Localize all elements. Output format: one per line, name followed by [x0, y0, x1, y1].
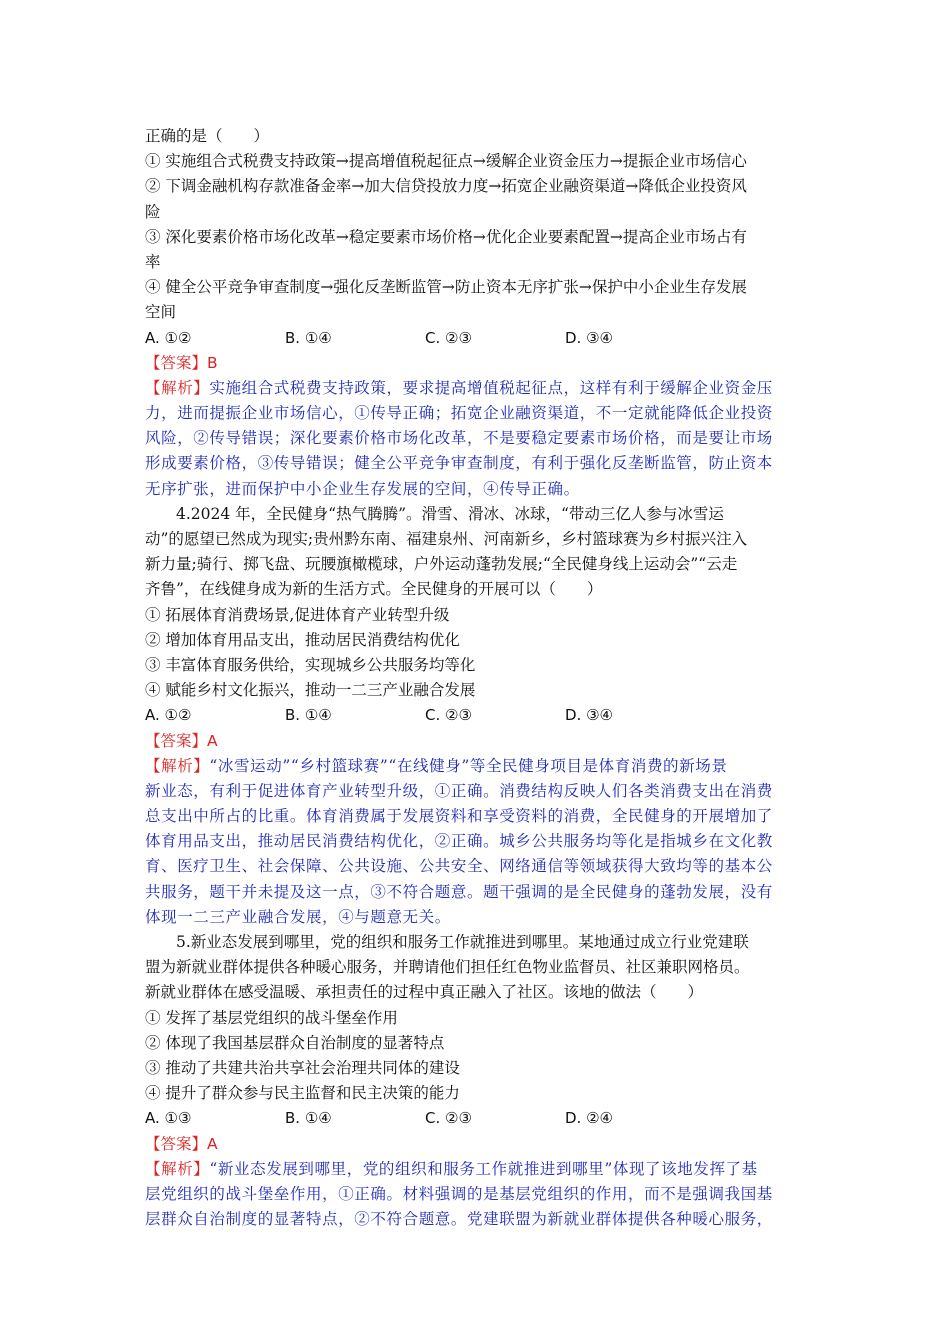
q3-item-3: ③ 深化要素价格市场化改革→稳定要素市场价格→优化企业要素配置→提高企业市场占有 [145, 227, 747, 246]
q4-stem-line-2: 动”的愿望已然成为现实;贵州黔东南、福建泉州、河南新乡，乡村篮球赛为乡村振兴注入 [145, 530, 748, 548]
q4-explanation-text-1: “冰雪运动”“乡村篮球赛”“在线健身”等全民健身项目是体育消费的新场景 [209, 756, 728, 775]
q5-options [145, 1106, 813, 1131]
q5-item-4: ④ 提升了群众参与民主监督和民主决策的能力 [145, 1084, 460, 1103]
q5-answer [145, 1132, 813, 1157]
q4-option-c: C. ②③ [425, 706, 472, 725]
q4-explanation-line-2: 新业态，有利于促进体育产业转型升级，①正确。消费结构反映人们各类消费支出在消费 [145, 781, 773, 800]
q5-option-c: C. ②③ [425, 1109, 472, 1128]
q5-option-a: A. ①③ [145, 1109, 192, 1128]
q3-item-4-wrap: 空间 [145, 303, 177, 322]
q3-explanation-line-1 [145, 376, 813, 401]
q4-explanation-label: 【解析】 [145, 756, 210, 775]
q4-item-1: ① 拓展体育消费场景,促进体育产业转型升级 [145, 605, 450, 624]
q3-answer [145, 351, 813, 376]
q4-explanation-line-6: 共服务，题干并未提及这一点，③不符合题意。题干强调的是全民健身的蓬勃发展，没有 [145, 882, 773, 901]
q4-explanation-line-5: 育、医疗卫生、社会保障、公共设施、公共安全、网络通信等领域获得大致均等的基本公 [145, 857, 773, 876]
q4-explanation-line-4: 体育用品支出，推动居民消费结构优化，②正确。城乡公共服务均等化是指城乡在文化教 [145, 832, 773, 851]
q4-options [145, 703, 813, 728]
q4-answer-label: 【答案】 [145, 731, 208, 750]
q3-options [145, 326, 813, 351]
q4-item-3: ③ 丰富体育服务供给，实现城乡公共服务均等化 [145, 655, 476, 674]
q4-item-2: ② 增加体育用品支出，推动居民消费结构优化 [145, 630, 460, 649]
q3-stem-tail: 正确的是（ ） [145, 127, 270, 145]
q4-explanation-line-7: 体现一二三产业融合发展，④与题意无关。 [145, 907, 451, 926]
q5-explanation-line-1 [145, 1157, 813, 1182]
q4-stem-line-1: 4.2024 年，全民健身“热气腾腾”。滑雪、滑冰、冰球，“带动三亿人参与冰雪运 [176, 504, 724, 523]
q3-explanation-line-2: 力，进而提振企业市场信心，①传导正确；拓宽企业融资渠道，不一定就能降低企业投资 [145, 404, 773, 423]
q4-explanation-line-1 [145, 754, 813, 779]
q3-option-a: A. ①② [145, 328, 192, 347]
q4-explanation-line-3: 总支出中所占的比重。体育消费属于发展资料和享受资料的消费，全民健身的开展增加了 [145, 807, 773, 826]
q4-answer [145, 729, 813, 754]
q5-item-3: ③ 推动了共建共治共享社会治理共同体的建设 [145, 1058, 460, 1077]
q3-explanation-line-3: 风险，②传导错误；深化要素价格市场化改革，不是要稳定要素市场价格，而是要让市场 [145, 429, 773, 448]
q3-option-d: D. ③④ [565, 328, 613, 347]
q5-item-2: ② 体现了我国基层群众自治制度的显著特点 [145, 1033, 445, 1052]
q4-option-a: A. ①② [145, 706, 192, 725]
q3-explanation-line-4: 形成要素价格，③传导错误；健全公平竞争审查制度，有利于强化反垄断监管，防止资本 [145, 454, 773, 473]
q5-stem-line-1: 5.新业态发展到哪里，党的组织和服务工作就推进到哪里。某地通过成立行业党建联 [176, 933, 749, 951]
document-content [145, 124, 813, 1232]
q3-explanation-label: 【解析】 [145, 378, 210, 397]
q5-explanation-line-3: 层群众自治制度的显著特点，②不符合题意。党建联盟为新就业群体提供各种暖心服务， [145, 1210, 773, 1229]
q3-answer-value: B [207, 353, 218, 372]
q5-explanation-label: 【解析】 [145, 1159, 210, 1178]
q4-stem-line-4: 齐鲁”，在线健身成为新的生活方式。全民健身的开展可以（ ） [145, 580, 603, 599]
q3-option-b: B. ①④ [285, 328, 332, 347]
q4-answer-value: A [207, 731, 218, 750]
q5-option-b: B. ①④ [285, 1109, 332, 1128]
q3-answer-label: 【答案】 [145, 353, 208, 372]
q3-item-2-wrap: 险 [145, 202, 161, 221]
q3-item-4: ④ 健全公平竞争审查制度→强化反垄断监管→防止资本无序扩张→保护中小企业生存发展 [145, 278, 747, 297]
q4-stem-line-3: 新力量;骑行、掷飞盘、玩腰旗橄榄球，户外运动蓬勃发展;“全民健身线上运动会”“云走 [145, 555, 738, 574]
q5-answer-value: A [207, 1134, 218, 1153]
q4-option-d: D. ③④ [565, 706, 613, 725]
q4-option-b: B. ①④ [285, 706, 332, 725]
q4-item-4: ④ 赋能乡村文化振兴，推动一二三产业融合发展 [145, 681, 476, 700]
q3-explanation-line-5: 无序扩张，进而保护中小企业生存发展的空间，④传导正确。 [145, 479, 580, 498]
q5-explanation-text-1: “新业态发展到哪里，党的组织和服务工作就推进到哪里”体现了该地发挥了基 [209, 1159, 758, 1178]
q3-option-c: C. ②③ [425, 328, 472, 347]
q5-answer-label: 【答案】 [145, 1134, 208, 1153]
q5-stem-line-2: 盟为新就业群体提供各种暖心服务，并聘请他们担任红色物业监督员、社区兼职网格员。 [145, 958, 750, 977]
q5-option-d: D. ②④ [565, 1109, 613, 1128]
q5-item-1: ① 发挥了基层党组织的战斗堡垒作用 [145, 1008, 398, 1027]
q3-item-3-wrap: 率 [145, 252, 161, 271]
q3-explanation-text-1: 实施组合式税费支持政策，要求提高增值税起征点，这样有利于缓解企业资金压 [209, 378, 773, 397]
q5-stem-line-3: 新就业群体在感受温暖、承担责任的过程中真正融入了社区。该地的做法（ ） [145, 983, 704, 1002]
q3-item-2: ② 下调金融机构存款准备金率→加大信贷投放力度→拓宽企业融资渠道→降低企业投资风 [145, 177, 747, 196]
q3-item-1: ① 实施组合式税费支持政策→提高增值税起征点→缓解企业资金压力→提振企业市场信心 [145, 152, 747, 171]
q5-explanation-line-2: 层党组织的战斗堡垒作用，①正确。材料强调的是基层党组织的作用，而不是强调我国基 [145, 1184, 773, 1203]
